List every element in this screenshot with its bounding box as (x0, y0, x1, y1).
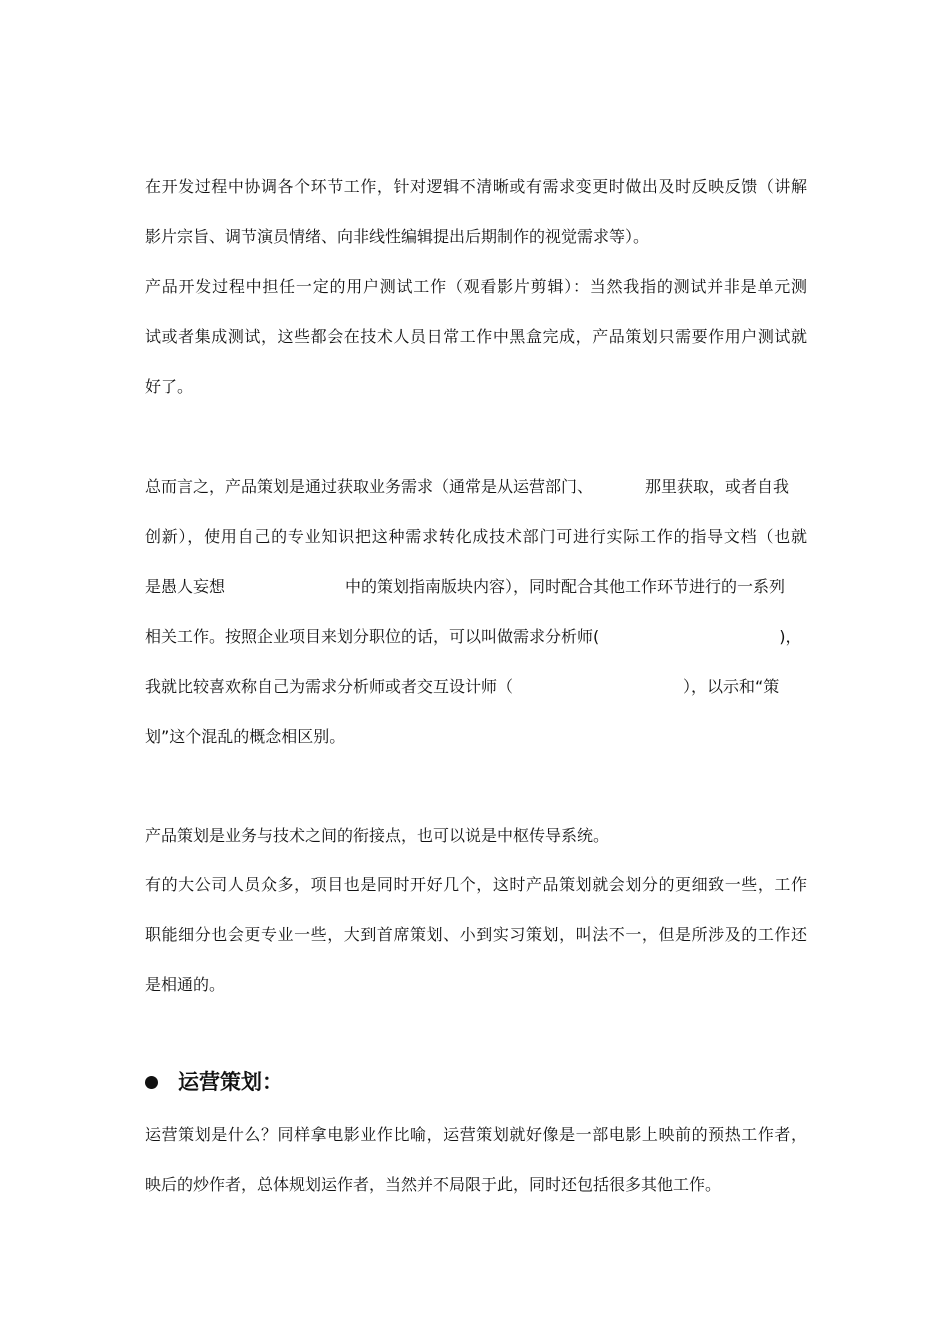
paragraph-3-line-5-part-b: ），以示和“策 (683, 677, 780, 696)
paragraph-2-line-2: 试或者集成测试，这些都会在技术人员日常工作中黑盒完成，产品策划只需要作用户测试就 (145, 327, 807, 346)
paragraph-1-line-2: 影片宗旨、调节演员情绪、向非线性编辑提出后期制作的视觉需求等）。 (145, 227, 650, 246)
paragraph-5-line-1: 有的大公司人员众多，项目也是同时开好几个，这时产品策划就会划分的更细致一些，工作 (145, 875, 807, 894)
paragraph-3-line-4-part-b: )， (779, 627, 802, 646)
paragraph-3-line-6: 划”这个混乱的概念相区别。 (145, 727, 346, 746)
paragraph-3-line-3-part-b: 中的策划指南版块内容），同时配合其他工作环节进行的一系列 (345, 577, 786, 596)
paragraph-1-line-1: 在开发过程中协调各个环节工作，针对逻辑不清晰或有需求变更时做出及时反映反馈（讲解 (145, 177, 807, 196)
paragraph-3-line-1 (145, 476, 789, 498)
paragraph-5-line-2: 职能细分也会更专业一些，大到首席策划、小到实习策划，叫法不一，但是所涉及的工作还 (145, 925, 807, 944)
paragraph-3-line-1-part-a: 总而言之，产品策划是通过获取业务需求（通常是从运营部门、 (145, 477, 594, 496)
bullet-icon (145, 1076, 158, 1089)
paragraph-3-line-2: 创新），使用自己的专业知识把这种需求转化成技术部门可进行实际工作的指导文档（也就 (145, 527, 807, 546)
section-heading-text: 运营策划： (178, 1070, 283, 1094)
paragraph-6-line-1: 运营策划是什么？同样拿电影业作比喻，运营策划就好像是一部电影上映前的预热工作者， (145, 1125, 807, 1144)
paragraph-5-line-3: 是相通的。 (145, 975, 226, 994)
paragraph-4-line-1: 产品策划是业务与技术之间的衔接点，也可以说是中枢传导系统。 (145, 826, 610, 845)
paragraph-3-line-5 (145, 676, 779, 698)
paragraph-3-line-4 (145, 626, 802, 648)
paragraph-3-line-3-part-a: 是愚人妄想 (145, 577, 226, 596)
paragraph-3-line-1-part-b: 那里获取，或者自我 (645, 477, 790, 496)
paragraph-3-line-4-part-a: 相关工作。按照企业项目来划分职位的话，可以叫做需求分析师( (145, 627, 600, 646)
paragraph-3-line-5-part-a: 我就比较喜欢称自己为需求分析师或者交互设计师（ (145, 677, 514, 696)
paragraph-2-line-3: 好了。 (145, 377, 194, 396)
section-heading (145, 1068, 283, 1096)
paragraph-6-line-2: 映后的炒作者，总体规划运作者，当然并不局限于此，同时还包括很多其他工作。 (145, 1175, 722, 1194)
paragraph-3-line-3 (145, 576, 785, 598)
paragraph-2-line-1: 产品开发过程中担任一定的用户测试工作（观看影片剪辑）：当然我指的测试并非是单元测 (145, 277, 807, 296)
